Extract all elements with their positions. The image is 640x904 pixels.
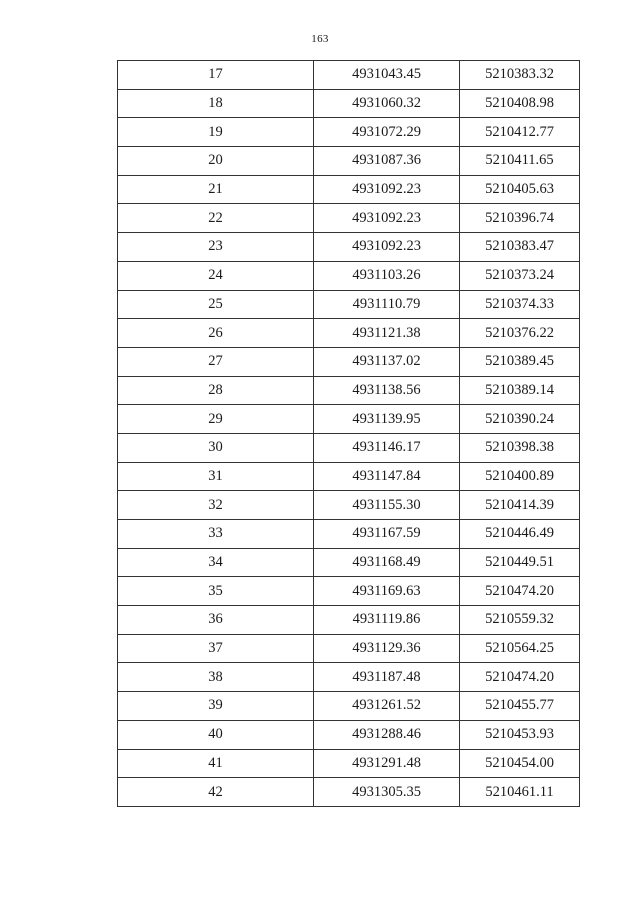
table-row [118, 405, 580, 434]
y-coordinate-cell: 5210373.24 [460, 261, 580, 290]
x-coordinate-cell: 4931072.29 [314, 118, 460, 147]
y-coordinate-cell: 5210461.11 [460, 778, 580, 807]
coordinates-table-body [118, 61, 580, 807]
table-row [118, 634, 580, 663]
table-row [118, 548, 580, 577]
y-coordinate-cell: 5210405.63 [460, 175, 580, 204]
point-number-cell: 40 [118, 720, 314, 749]
point-number-cell: 20 [118, 147, 314, 176]
x-coordinate-cell: 4931138.56 [314, 376, 460, 405]
table-row [118, 147, 580, 176]
x-coordinate-cell: 4931305.35 [314, 778, 460, 807]
table-row [118, 319, 580, 348]
y-coordinate-cell: 5210374.33 [460, 290, 580, 319]
point-number-cell: 42 [118, 778, 314, 807]
y-coordinate-cell: 5210564.25 [460, 634, 580, 663]
y-coordinate-cell: 5210396.74 [460, 204, 580, 233]
table-row [118, 462, 580, 491]
point-number-cell: 39 [118, 692, 314, 721]
table-row [118, 118, 580, 147]
point-number-cell: 31 [118, 462, 314, 491]
point-number-cell: 17 [118, 61, 314, 90]
y-coordinate-cell: 5210446.49 [460, 520, 580, 549]
x-coordinate-cell: 4931087.36 [314, 147, 460, 176]
table-row [118, 204, 580, 233]
point-number-cell: 21 [118, 175, 314, 204]
y-coordinate-cell: 5210454.00 [460, 749, 580, 778]
page-number: 163 [311, 33, 329, 45]
x-coordinate-cell: 4931147.84 [314, 462, 460, 491]
x-coordinate-cell: 4931060.32 [314, 89, 460, 118]
x-coordinate-cell: 4931167.59 [314, 520, 460, 549]
table-row [118, 61, 580, 90]
point-number-cell: 22 [118, 204, 314, 233]
x-coordinate-cell: 4931129.36 [314, 634, 460, 663]
point-number-cell: 23 [118, 233, 314, 262]
x-coordinate-cell: 4931119.86 [314, 606, 460, 635]
point-number-cell: 33 [118, 520, 314, 549]
table-row [118, 778, 580, 807]
point-number-cell: 29 [118, 405, 314, 434]
y-coordinate-cell: 5210414.39 [460, 491, 580, 520]
point-number-cell: 18 [118, 89, 314, 118]
y-coordinate-cell: 5210453.93 [460, 720, 580, 749]
y-coordinate-cell: 5210474.20 [460, 577, 580, 606]
table-row [118, 433, 580, 462]
point-number-cell: 30 [118, 433, 314, 462]
table-row [118, 376, 580, 405]
y-coordinate-cell: 5210390.24 [460, 405, 580, 434]
table-row [118, 233, 580, 262]
x-coordinate-cell: 4931110.79 [314, 290, 460, 319]
y-coordinate-cell: 5210400.89 [460, 462, 580, 491]
x-coordinate-cell: 4931169.63 [314, 577, 460, 606]
point-number-cell: 34 [118, 548, 314, 577]
point-number-cell: 38 [118, 663, 314, 692]
x-coordinate-cell: 4931121.38 [314, 319, 460, 348]
point-number-cell: 36 [118, 606, 314, 635]
y-coordinate-cell: 5210398.38 [460, 433, 580, 462]
x-coordinate-cell: 4931092.23 [314, 175, 460, 204]
point-number-cell: 24 [118, 261, 314, 290]
x-coordinate-cell: 4931291.48 [314, 749, 460, 778]
x-coordinate-cell: 4931092.23 [314, 233, 460, 262]
y-coordinate-cell: 5210411.65 [460, 147, 580, 176]
x-coordinate-cell: 4931103.26 [314, 261, 460, 290]
y-coordinate-cell: 5210383.47 [460, 233, 580, 262]
point-number-cell: 35 [118, 577, 314, 606]
x-coordinate-cell: 4931146.17 [314, 433, 460, 462]
point-number-cell: 28 [118, 376, 314, 405]
table-row [118, 491, 580, 520]
x-coordinate-cell: 4931288.46 [314, 720, 460, 749]
y-coordinate-cell: 5210474.20 [460, 663, 580, 692]
point-number-cell: 27 [118, 347, 314, 376]
table-row [118, 663, 580, 692]
y-coordinate-cell: 5210389.45 [460, 347, 580, 376]
coordinates-table [117, 60, 580, 807]
y-coordinate-cell: 5210376.22 [460, 319, 580, 348]
point-number-cell: 37 [118, 634, 314, 663]
table-row [118, 749, 580, 778]
y-coordinate-cell: 5210559.32 [460, 606, 580, 635]
point-number-cell: 41 [118, 749, 314, 778]
y-coordinate-cell: 5210455.77 [460, 692, 580, 721]
x-coordinate-cell: 4931139.95 [314, 405, 460, 434]
table-row [118, 692, 580, 721]
table-row [118, 290, 580, 319]
table-row [118, 520, 580, 549]
table-row [118, 261, 580, 290]
x-coordinate-cell: 4931187.48 [314, 663, 460, 692]
y-coordinate-cell: 5210389.14 [460, 376, 580, 405]
x-coordinate-cell: 4931168.49 [314, 548, 460, 577]
point-number-cell: 19 [118, 118, 314, 147]
y-coordinate-cell: 5210383.32 [460, 61, 580, 90]
table-row [118, 577, 580, 606]
y-coordinate-cell: 5210408.98 [460, 89, 580, 118]
table-row [118, 606, 580, 635]
point-number-cell: 25 [118, 290, 314, 319]
table-row [118, 720, 580, 749]
x-coordinate-cell: 4931137.02 [314, 347, 460, 376]
y-coordinate-cell: 5210449.51 [460, 548, 580, 577]
point-number-cell: 26 [118, 319, 314, 348]
x-coordinate-cell: 4931092.23 [314, 204, 460, 233]
x-coordinate-cell: 4931155.30 [314, 491, 460, 520]
y-coordinate-cell: 5210412.77 [460, 118, 580, 147]
point-number-cell: 32 [118, 491, 314, 520]
table-row [118, 175, 580, 204]
table-row [118, 89, 580, 118]
x-coordinate-cell: 4931043.45 [314, 61, 460, 90]
x-coordinate-cell: 4931261.52 [314, 692, 460, 721]
table-row [118, 347, 580, 376]
